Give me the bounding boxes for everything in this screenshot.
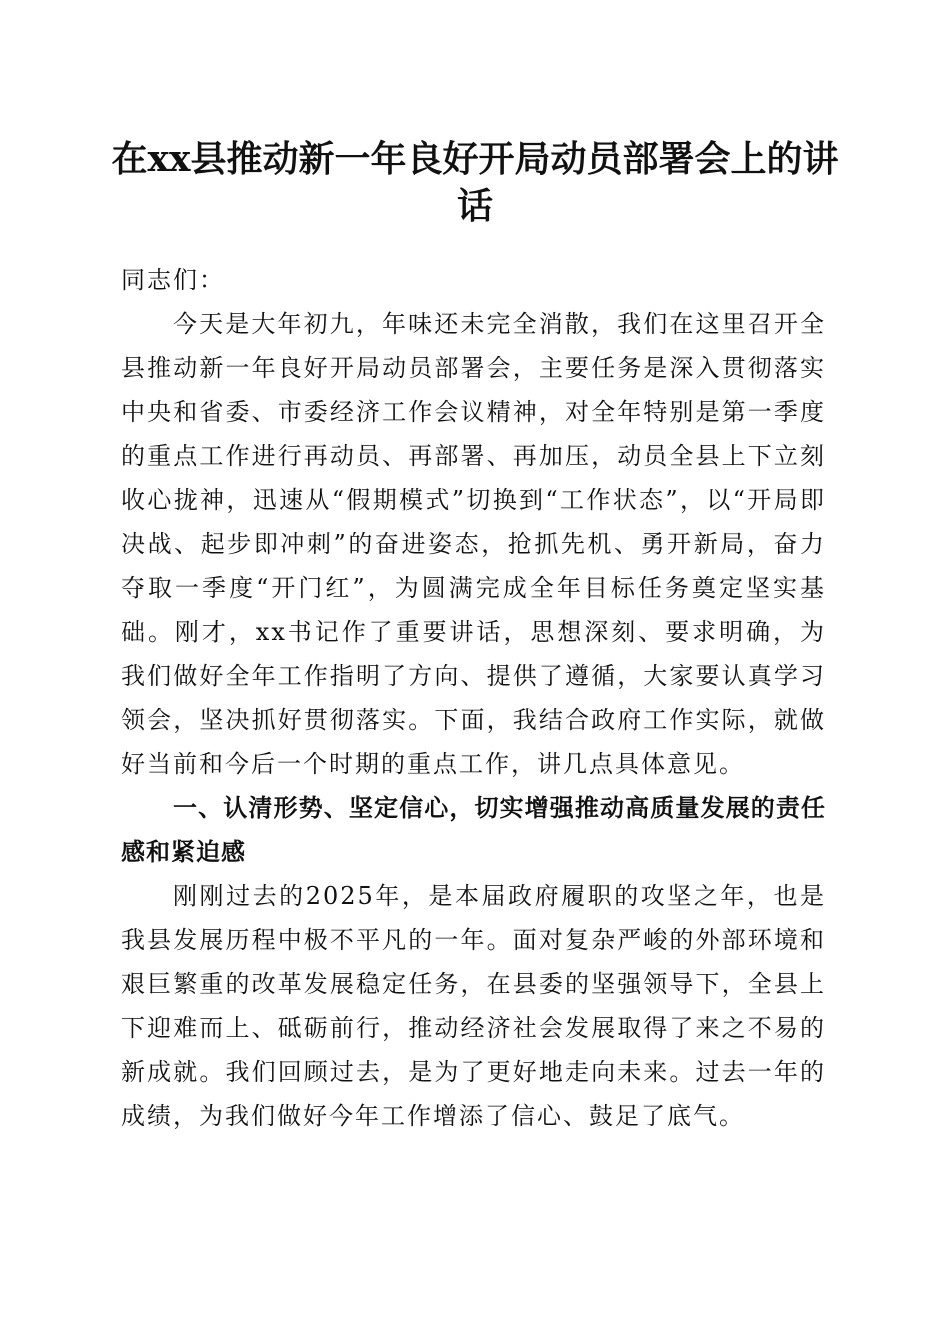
document-body <box>121 258 826 1138</box>
section-paragraph: 刚刚过去的2025年，是本届政府履职的攻坚之年，也是我县发展历程中极不平凡的一年。面对复杂严峻的外部环境和艰巨繁重的改革发展稳定任务，在县委的坚强领导下，全县上下迎难而上、砥砺前行，推动经济社会发展取得了来之不易的新成就。我们回顾过去，是为了更好地走向未来。过去一年的成绩，为我们做好今年工作增添了信心、鼓足了底气。 <box>121 882 826 1130</box>
salutation: 同志们： <box>121 266 225 294</box>
document-title: 在xx县推动新一年良好开局动员部署会上的讲话 <box>111 138 839 227</box>
section-heading: 一、认清形势、坚定信心，切实增强推动高质量发展的责任感和紧迫感 <box>121 794 826 866</box>
intro-paragraph: 今天是大年初九，年味还未完全消散，我们在这里召开全县推动新一年良好开局动员部署会，主要任务是深入贯彻落实中央和省委、市委经济工作会议精神，对全年特别是第一季度的重点工作进行再动员、再部署、再加压，动员全县上下立刻收心拢神，迅速从“假期模式”切换到“工作状态”，以“开局即决战、起步即冲刺”的奋进姿态，抢抓先机、勇开新局，奋力夺取一季度“开门红”，为圆满完成全年目标任务奠定坚实基础。刚才，xx书记作了重要讲话，思想深刻、要求明确，为我们做好全年工作指明了方向、提供了遵循，大家要认真学习领会，坚决抓好贯彻落实。下面，我结合政府工作实际，就做好当前和今后一个时期的重点工作，讲几点具体意见。 <box>121 310 826 778</box>
